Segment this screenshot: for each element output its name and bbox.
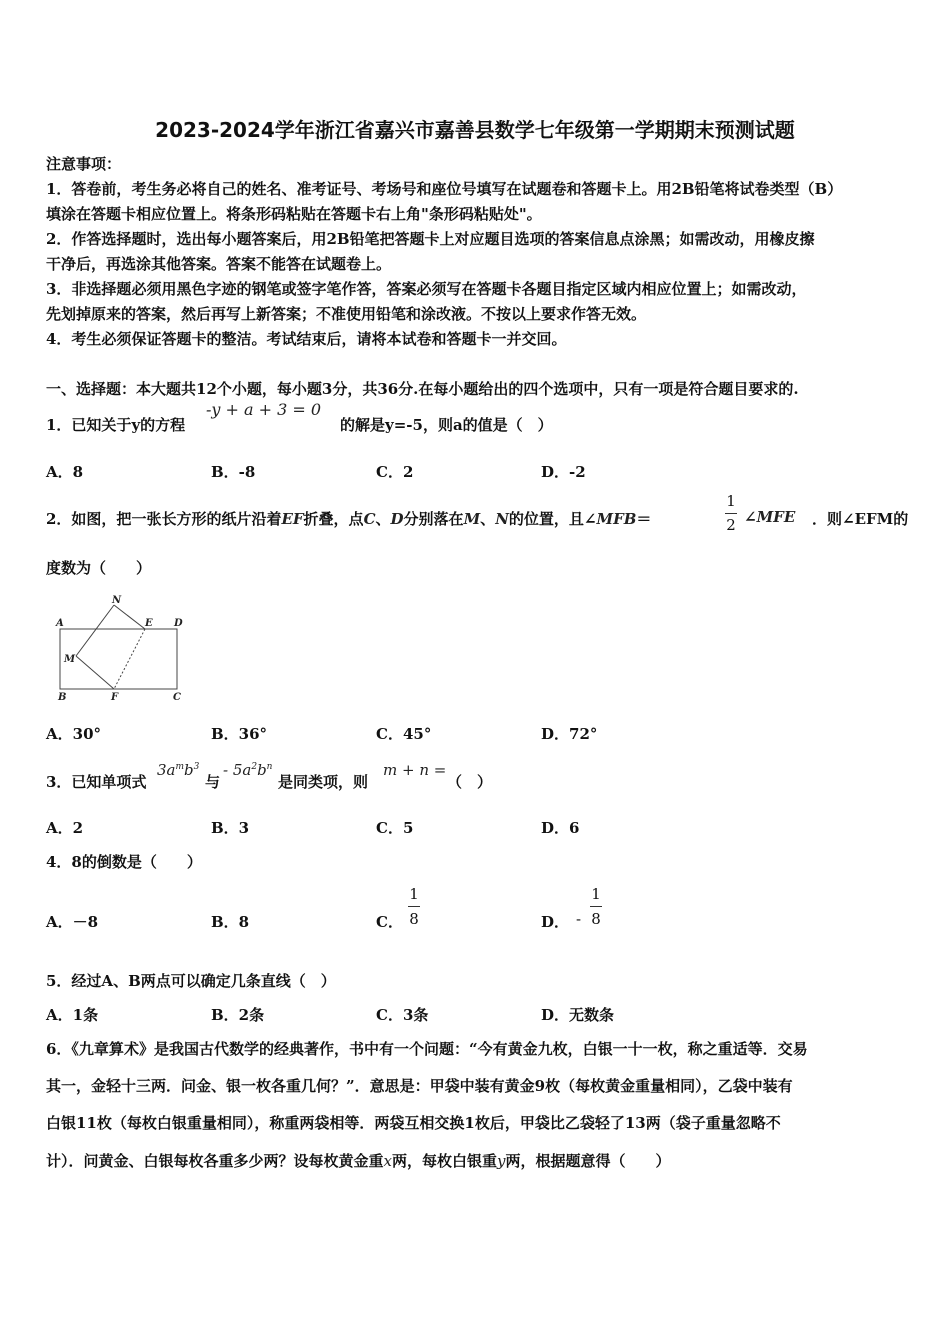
q2-figure	[50, 592, 190, 707]
segment-mf	[76, 656, 114, 689]
q3-mono2-coef: - 5a	[223, 761, 252, 779]
q3-monomial-2	[223, 761, 272, 779]
q6-line: 其一，金轻十三两．问金、银一枚各重几何？”．意思是：甲袋中装有黄金9枚（每枚黄金重量相同），乙袋中装有	[46, 1077, 793, 1095]
q1-equation: -y + a + 3 = 0	[206, 400, 322, 419]
q4-option-b[interactable]: B．8	[211, 913, 250, 931]
q3-mono1-coef: 3a	[157, 761, 176, 779]
q6-last-line	[46, 1150, 671, 1171]
q3-text: 是同类项，则	[278, 773, 369, 791]
q3-mono2-b: b	[257, 761, 267, 779]
q4-option-a[interactable]: A．－8	[46, 913, 99, 931]
label-n: N	[112, 595, 122, 606]
notice-line: 1．答卷前，考生务必将自己的姓名、准考证号、考场号和座位号填写在试题卷和答题卡上。用2B铅笔将试卷类型（B）	[46, 180, 843, 198]
q3-mono2-exp-2: 2	[251, 762, 258, 772]
q2-point-m: M	[463, 510, 481, 528]
q6-text: 两，根据题意得（ ）	[505, 1152, 671, 1170]
q2-frac-num: 1	[726, 492, 736, 510]
q2-point-n: N	[495, 510, 509, 528]
q3-mono1-exp-3: 3	[193, 762, 200, 772]
q4-d-frac-num: 1	[591, 885, 601, 903]
q3-mono1-exp-m: m	[175, 762, 185, 772]
q6-var-y: y	[497, 1152, 506, 1170]
q6-line: 白银11枚（每枚白银重量相同），称重两袋相等．两袋互相交换1枚后，甲袋比乙袋轻了13两（袋子重量忽略不	[46, 1114, 781, 1132]
q1-option-a[interactable]: A．8	[46, 463, 84, 481]
q2-point-c: C	[363, 510, 376, 528]
notice-heading: 注意事项：	[46, 155, 122, 173]
q3-option-c[interactable]: C．5	[376, 819, 414, 837]
q3-option-a[interactable]: A．2	[46, 819, 84, 837]
q1-stem: 1．已知关于y的方程	[46, 416, 186, 434]
q2-sep: 、	[480, 510, 496, 528]
q4-d-frac-den: 8	[591, 910, 601, 928]
label-f: F	[111, 692, 119, 703]
q4-c-frac-den: 8	[409, 910, 419, 928]
label-a: A	[56, 618, 64, 629]
q5-option-c[interactable]: C．3条	[376, 1006, 429, 1024]
question-2	[46, 508, 651, 529]
q4-c-frac-num: 1	[409, 885, 419, 903]
q6-var-x: x	[383, 1152, 392, 1170]
q6-line: 6．《九章算术》是我国古代数学的经典著作，书中有一个问题：“今有黄金九枚，白银一十一枚，称之重适等．交易	[46, 1040, 808, 1058]
q2-eq: ＝	[636, 510, 652, 528]
q3-option-b[interactable]: B．3	[211, 819, 250, 837]
q6-text: 计）．问黄金、白银每枚各重多少两？设每枚黄金重	[46, 1152, 384, 1170]
q3-tail: （ ）	[447, 773, 493, 791]
notice-line: 4．考生必须保证答题卡的整洁。考试结束后，请将本试卷和答题卡一并交回。	[46, 330, 567, 348]
q4-c-frac-bar	[408, 906, 420, 907]
q2-sep: 、	[375, 510, 391, 528]
q3-stem: 3．已知单项式	[46, 773, 147, 791]
q5-option-b[interactable]: B．2条	[211, 1006, 265, 1024]
notice-line: 填涂在答题卡相应位置上。将条形码粘贴在答题卡右上角"条形码粘贴处"。	[46, 205, 542, 223]
q4-option-c[interactable]: C．	[376, 913, 403, 931]
q5-option-a[interactable]: A．1条	[46, 1006, 99, 1024]
section-heading: 一、选择题：本大题共12个小题，每小题3分，共36分.在每小题给出的四个选项中，只有一项是符合题目要求的.	[46, 380, 799, 398]
segment-ne	[114, 605, 145, 629]
q1-option-d[interactable]: D．-2	[541, 463, 586, 481]
notice-line: 干净后，再选涂其他答案。答案不能答在试题卷上。	[46, 255, 392, 273]
label-d: D	[174, 618, 183, 629]
notice-line: 3．非选择题必须用黑色字迹的钢笔或签字笔作答，答案必须写在答题卡各题目指定区域内相应位置上；如需改动，	[46, 280, 807, 298]
q2-option-d[interactable]: D．72°	[541, 725, 598, 743]
q1-option-b[interactable]: B．-8	[211, 463, 256, 481]
page-title: 2023-2024学年浙江省嘉兴市嘉善县数学七年级第一学期期末预测试题	[155, 118, 795, 142]
q4-d-neg: -	[576, 910, 582, 928]
notice-line: 先划掉原来的答案，然后再写上新答案；不准使用铅笔和涂改液。不按以上要求作答无效。	[46, 305, 647, 323]
q2-frac-den: 2	[726, 516, 736, 534]
q3-mono2-exp-n: n	[266, 762, 273, 772]
q2-angle-mfb: MFB	[596, 510, 637, 528]
q2-text: 2．如图，把一张长方形的纸片沿着	[46, 510, 282, 528]
q5-option-d[interactable]: D．无数条	[541, 1006, 615, 1024]
q4-d-frac-bar	[590, 906, 602, 907]
question-1	[46, 414, 185, 435]
q3-monomial-1	[157, 761, 199, 779]
q4-stem: 4．8的倒数是（ ）	[46, 853, 202, 871]
label-c: C	[173, 692, 181, 703]
q3-and: 与	[205, 773, 221, 791]
q2-option-a[interactable]: A．30°	[46, 725, 102, 743]
q3-option-d[interactable]: D．6	[541, 819, 580, 837]
q2-text: 折叠，点	[303, 510, 364, 528]
q2-angle-mfe: ∠MFE	[744, 508, 796, 526]
q3-expression: m + n =	[383, 761, 447, 779]
label-b: B	[58, 692, 67, 703]
q6-text: 两，每枚白银重	[391, 1152, 497, 1170]
fold-line-ef	[114, 629, 145, 689]
q2-option-c[interactable]: C．45°	[376, 725, 432, 743]
q2-line2: 度数为（ ）	[46, 559, 152, 577]
label-m: M	[64, 654, 76, 665]
segment-nm	[76, 605, 114, 656]
q5-stem: 5．经过A、B两点可以确定几条直线（ ）	[46, 972, 336, 990]
q2-text-end: ．则∠EFM的	[812, 510, 909, 528]
notice-line: 2．作答选择题时，选出每小题答案后，用2B铅笔把答题卡上对应题目选项的答案信息点涂黑；如需改动，用橡皮擦	[46, 230, 815, 248]
q1-option-c[interactable]: C．2	[376, 463, 414, 481]
label-e: E	[145, 618, 153, 629]
q2-point-d: D	[390, 510, 404, 528]
q1-stem-tail: 的解是y=-5，则a的值是（ ）	[340, 416, 553, 434]
q2-frac-bar	[725, 513, 737, 514]
q4-option-d[interactable]: D．	[541, 913, 570, 931]
q2-option-b[interactable]: B．36°	[211, 725, 268, 743]
q2-ef: EF	[281, 510, 304, 528]
q3-mono1-b: b	[184, 761, 194, 779]
q2-text: 的位置，且∠	[508, 510, 597, 528]
q2-text: 分别落在	[403, 510, 464, 528]
